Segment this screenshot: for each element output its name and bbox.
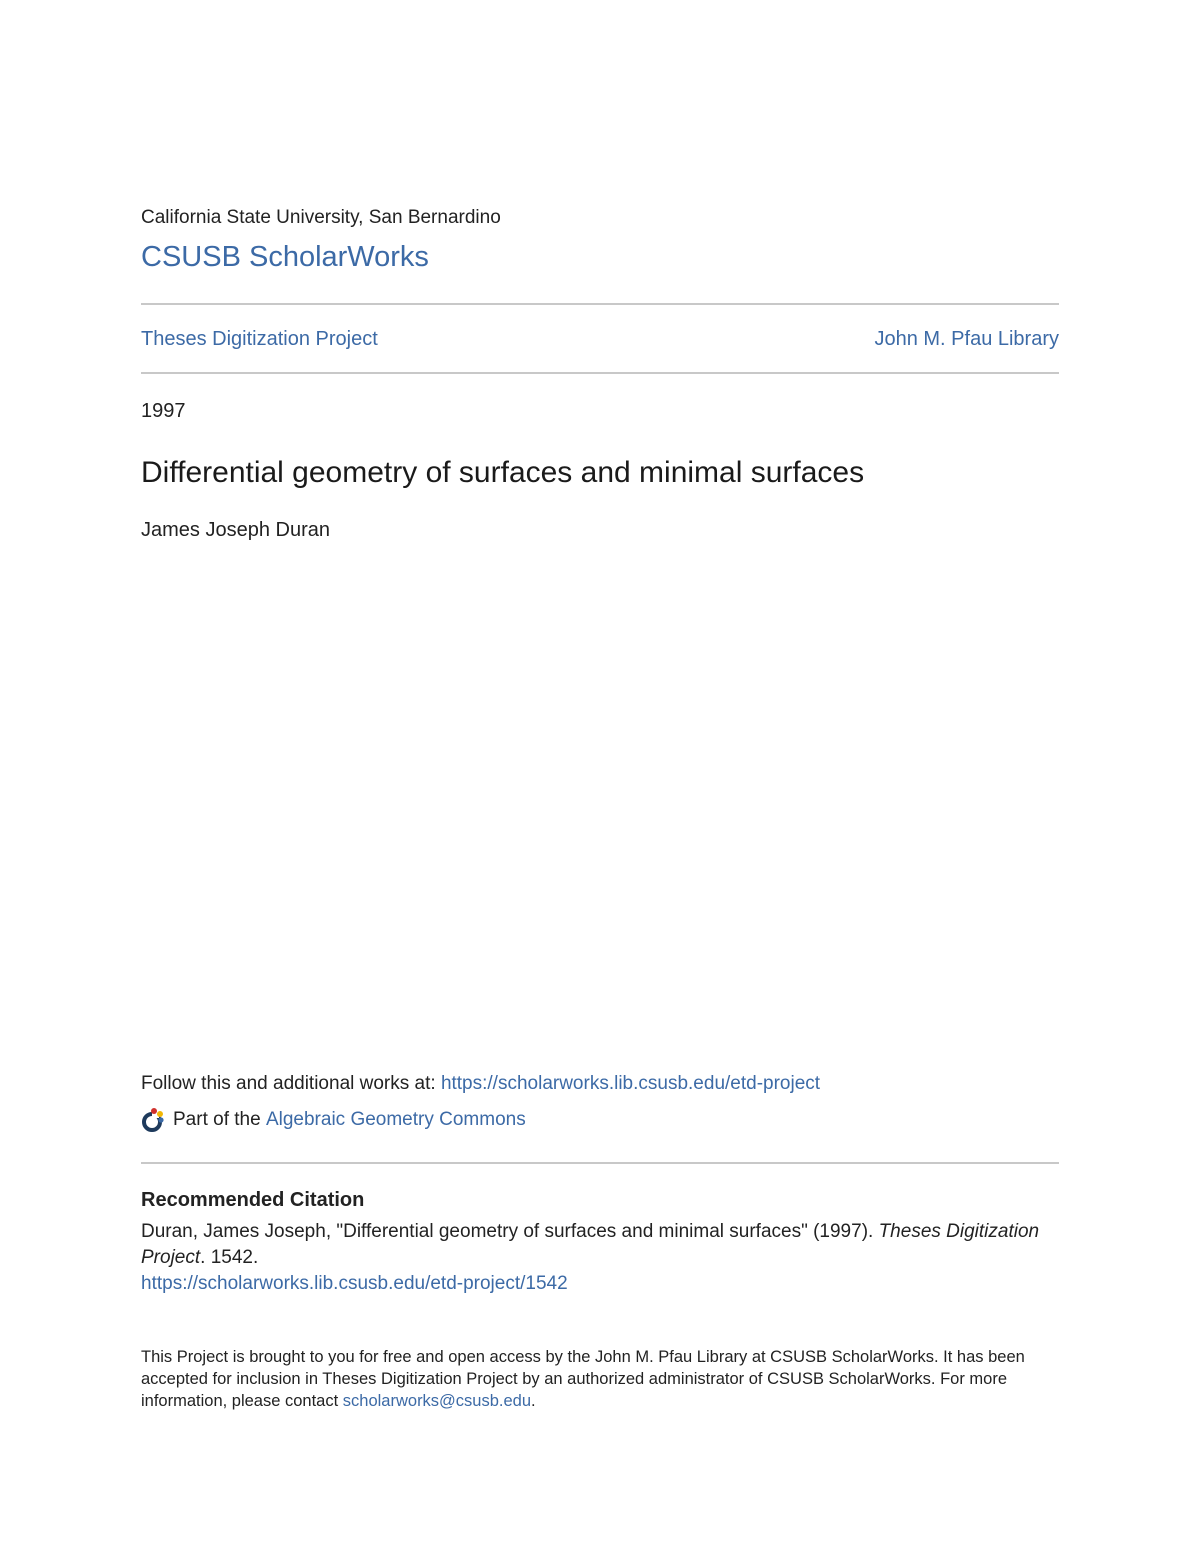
- header-divider-top: [141, 303, 1059, 305]
- site-name-link[interactable]: CSUSB ScholarWorks: [141, 241, 429, 273]
- collection-url-link[interactable]: https://scholarworks.lib.csusb.edu/etd-project: [440, 1073, 821, 1094]
- document-title: Differential geometry of surfaces and minimal surfaces: [141, 456, 865, 489]
- citation-block: [141, 1219, 1059, 1297]
- citation-heading: Recommended Citation: [141, 1189, 365, 1211]
- citation-series: Theses Digitization Project: [141, 1221, 1040, 1268]
- commons-link[interactable]: Algebraic Geometry Commons: [265, 1109, 526, 1130]
- citation-divider: [141, 1162, 1059, 1164]
- university-name: California State University, San Bernardino: [141, 207, 501, 228]
- follow-line: [141, 1073, 820, 1095]
- header-divider-bottom: [141, 372, 1059, 374]
- bepress-network-icon: [141, 1106, 167, 1134]
- contact-email-link[interactable]: scholarworks@csusb.edu: [342, 1392, 532, 1410]
- document-author: James Joseph Duran: [141, 519, 330, 541]
- publication-year: 1997: [141, 400, 186, 422]
- citation-text: Duran, James Joseph, "Differential geometry of surfaces and minimal surfaces" (1997).: [141, 1221, 879, 1242]
- access-notice-end: .: [531, 1392, 536, 1410]
- follow-label: Follow this and additional works at:: [141, 1073, 441, 1094]
- access-notice: [141, 1346, 1059, 1412]
- library-link[interactable]: John M. Pfau Library: [874, 328, 1059, 350]
- citation-url-link[interactable]: https://scholarworks.lib.csusb.edu/etd-project/1542: [141, 1273, 568, 1294]
- access-notice-text: This Project is brought to you for free and open access by the John M. Pfau Library at CSUSB ScholarWorks. It has been accepted for inclusion in Theses Digitization Project by an authorized administrator of CSUSB ScholarWorks. For more information, please contact: [141, 1348, 1025, 1410]
- citation-number: . 1542.: [200, 1247, 259, 1268]
- part-of-line: [141, 1106, 526, 1134]
- series-link[interactable]: Theses Digitization Project: [141, 328, 378, 350]
- part-of-label: Part of the: [173, 1109, 261, 1130]
